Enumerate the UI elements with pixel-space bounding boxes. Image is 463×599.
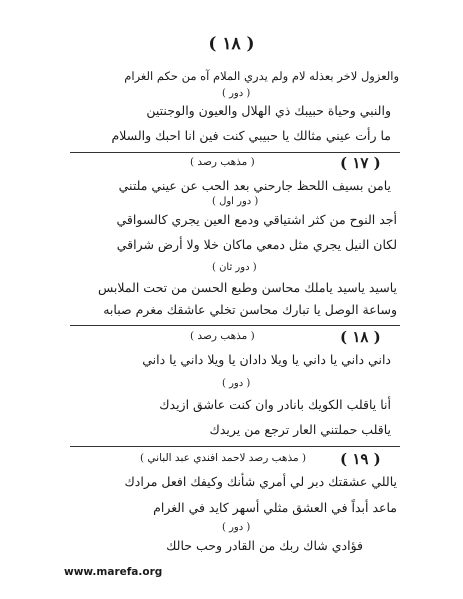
divider [70,325,400,326]
verse-line: وساعة الوصل يا تبارك محاسن تخلي عاشقك مغرم صبابه [103,302,397,317]
song-number: ( ١٨ ) [340,328,381,346]
song-number: ( ١٩ ) [340,450,381,468]
website-url: www.marefa.org [64,566,163,578]
verse-line: ماعد أبداً في العشق مثلي أسهر كايد في الغرام [153,500,397,515]
verse-line: ما رأت عيني مثالك يا حبيبي كنت فين انا احبك والسلام [111,128,391,143]
page-number: ( ١٨ ) [208,34,255,54]
divider [70,152,400,153]
verse-line: يامن بسيف اللحظ جارحني بعد الحب عن عيني ملتني [118,178,391,193]
section-label-dour: ( دور ) [222,522,251,533]
section-label-dour: ( دور ثان ) [212,262,257,273]
section-label-dour: ( دور اول ) [212,196,259,207]
verse-line: أنا ياقلب الكويك بانادر وان كنت عاشق ازيدك [159,397,391,412]
verse-line: ياسيد ياسيد ياملك محاسن وطبع الحسن من تحت الملابس [97,280,397,295]
verse-line: والنبي وحياة حبيبك ذي الهلال والعيون والوجنتين [146,103,391,118]
verse-line: داني داني يا داني يا ويلا دادان يا ويلا داني يا داني [142,352,391,367]
verse-line: لكان النيل يجري مثل دمعي ماكان خلا ولا أرض شراقي [116,237,397,252]
song-heading: ( مذهب رصد ) [190,330,255,342]
section-label-dour: ( دور ) [222,378,251,389]
verse-line: ياقلب حملتني العار ترجع من يريدك [209,422,391,437]
verse-line: والعزول لاخر بعذله لام ولم يدري الملام آه من حكم الغرام [124,69,399,83]
divider [70,446,400,447]
verse-line: أجد النوح من كثر اشتياقي ودمع العين يجري كالسواقي [116,212,397,227]
song-heading: ( مذهب رصد لاحمد افندي عبد الباني ) [140,452,307,464]
verse-line: فؤادي شاك ربك من القادر وحب حالك [166,538,363,553]
song-number: ( ١٧ ) [340,154,381,172]
song-heading: ( مذهب رصد ) [190,156,255,168]
section-label-dour: ( دور ) [222,88,251,99]
verse-line: ياللي عشقتك دبر لي أمري شأنك وكيفك افعل مرادك [124,474,397,489]
